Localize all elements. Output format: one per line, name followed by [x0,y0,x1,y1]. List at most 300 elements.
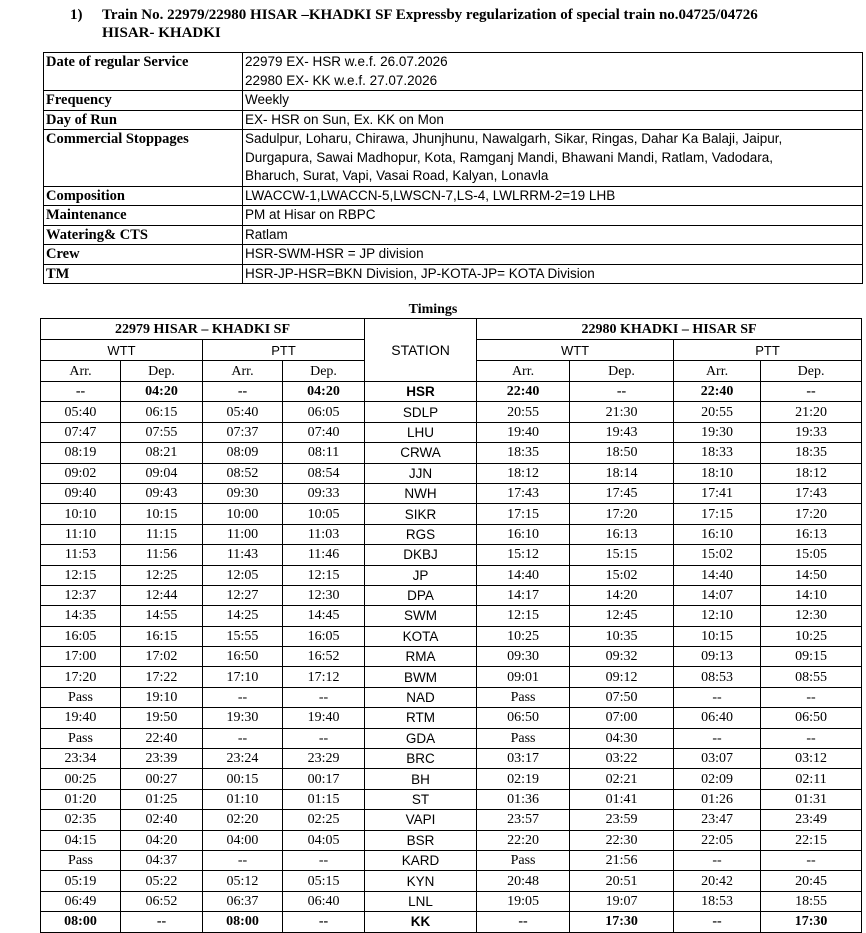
right-ptt-arr-cell: -- [674,687,761,707]
right-wtt-dep-cell: 18:14 [570,463,674,483]
info-value-line: PM at Hisar on RBPC [245,207,376,222]
left-wtt-header: WTT [41,340,203,361]
left-ptt-arr-cell: -- [203,728,283,748]
right-ptt-header: PTT [674,340,862,361]
left-ptt-dep-cell: 12:30 [283,585,365,605]
info-row [44,186,863,206]
timing-row [41,728,862,748]
right-ptt-arr-cell: 18:10 [674,463,761,483]
right-wtt-dep-cell: 02:21 [570,769,674,789]
left-ptt-dep-header: Dep. [283,361,365,382]
left-ptt-dep-cell: 06:05 [283,402,365,422]
right-wtt-arr-cell: 10:25 [477,626,570,646]
right-ptt-dep-cell: -- [761,382,862,402]
station-cell: BWM [365,667,477,687]
left-ptt-arr-cell: -- [203,382,283,402]
right-wtt-arr-cell: 09:01 [477,667,570,687]
timing-row [41,687,862,707]
station-cell: ST [365,789,477,809]
info-row [44,91,863,111]
right-ptt-arr-cell: 17:15 [674,504,761,524]
left-wtt-arr-cell: 19:40 [41,708,121,728]
left-wtt-dep-header: Dep. [121,361,203,382]
right-ptt-arr-cell: 15:02 [674,545,761,565]
info-value-line: Weekly [245,92,290,107]
timing-row [41,789,862,809]
timings-table [40,318,862,933]
right-wtt-arr-cell: 22:40 [477,382,570,402]
right-wtt-dep-cell: 18:50 [570,443,674,463]
left-wtt-dep-cell: 06:15 [121,402,203,422]
right-wtt-dep-cell: 12:45 [570,606,674,626]
right-ptt-arr-cell: 09:13 [674,647,761,667]
left-wtt-dep-cell: 19:10 [121,687,203,707]
right-wtt-dep-cell: 15:02 [570,565,674,585]
left-train-title: 22979 HISAR – KHADKI SF [41,319,365,340]
left-wtt-dep-cell: 11:15 [121,524,203,544]
right-ptt-dep-cell: 20:45 [761,871,862,891]
timing-row [41,545,862,565]
station-cell: NAD [365,687,477,707]
right-ptt-arr-cell: 18:53 [674,891,761,911]
right-wtt-arr-cell: 06:50 [477,708,570,728]
station-cell: KOTA [365,626,477,646]
timing-row [41,402,862,422]
right-wtt-dep-cell: 09:32 [570,647,674,667]
left-ptt-arr-cell: 16:50 [203,647,283,667]
right-ptt-dep-cell: 17:20 [761,504,862,524]
left-ptt-dep-cell: 02:25 [283,810,365,830]
timing-row [41,891,862,911]
timing-row [41,524,862,544]
left-ptt-dep-cell: 12:15 [283,565,365,585]
left-wtt-dep-cell: 05:22 [121,871,203,891]
left-wtt-arr-cell: Pass [41,728,121,748]
info-row [44,225,863,245]
right-wtt-arr-cell: 03:17 [477,749,570,769]
timing-row [41,708,862,728]
left-wtt-arr-cell: 23:34 [41,749,121,769]
right-train-title: 22980 KHADKI – HISAR SF [477,319,862,340]
timing-row [41,850,862,870]
timing-row [41,810,862,830]
left-wtt-dep-cell: 19:50 [121,708,203,728]
right-wtt-arr-cell: 16:10 [477,524,570,544]
right-ptt-arr-cell: 17:41 [674,483,761,503]
info-row [44,264,863,284]
info-value-line: Sadulpur, Loharu, Chirawa, Jhunjhunu, Nawalgarh, Sikar, Ringas, Dahar Ka Balaji, Jaipur, [245,131,783,146]
right-ptt-dep-cell: 01:31 [761,789,862,809]
left-ptt-dep-cell: 04:20 [283,382,365,402]
right-wtt-arr-header: Arr. [477,361,570,382]
left-ptt-dep-cell: 14:45 [283,606,365,626]
left-wtt-dep-cell: 02:40 [121,810,203,830]
info-value [243,225,863,245]
right-ptt-dep-cell: 17:30 [761,912,862,932]
info-key: Maintenance [44,206,243,226]
right-wtt-header: WTT [477,340,674,361]
right-ptt-dep-cell: 14:10 [761,585,862,605]
left-ptt-dep-cell: -- [283,728,365,748]
info-row [44,245,863,265]
right-wtt-dep-cell: 21:56 [570,850,674,870]
right-ptt-dep-cell: 14:50 [761,565,862,585]
right-ptt-dep-cell: 15:05 [761,545,862,565]
timing-row [41,422,862,442]
info-key: TM [44,264,243,284]
station-cell: LNL [365,891,477,911]
station-cell: BRC [365,749,477,769]
info-key: Date of regular Service [44,53,243,91]
right-wtt-dep-cell: 17:30 [570,912,674,932]
right-ptt-arr-cell: 14:40 [674,565,761,585]
timing-row [41,606,862,626]
left-ptt-arr-cell: 02:20 [203,810,283,830]
right-wtt-arr-cell: 19:05 [477,891,570,911]
right-wtt-arr-cell: 17:15 [477,504,570,524]
left-ptt-dep-cell: 08:54 [283,463,365,483]
info-row [44,53,863,91]
left-wtt-arr-cell: 11:10 [41,524,121,544]
left-wtt-arr-cell: 01:20 [41,789,121,809]
right-wtt-arr-cell: Pass [477,687,570,707]
right-ptt-arr-cell: 20:42 [674,871,761,891]
left-wtt-dep-cell: 06:52 [121,891,203,911]
left-wtt-arr-cell: 17:00 [41,647,121,667]
right-wtt-dep-cell: 19:07 [570,891,674,911]
right-wtt-arr-cell: 02:19 [477,769,570,789]
right-wtt-dep-cell: 23:59 [570,810,674,830]
timing-row [41,830,862,850]
left-ptt-arr-cell: 15:55 [203,626,283,646]
right-wtt-arr-cell: Pass [477,850,570,870]
left-ptt-arr-cell: 14:25 [203,606,283,626]
right-wtt-arr-cell: 23:57 [477,810,570,830]
right-ptt-dep-cell: 09:15 [761,647,862,667]
info-value-line: 22979 EX- HSR w.e.f. 26.07.2026 [245,54,448,69]
left-wtt-arr-cell: 12:37 [41,585,121,605]
info-value-line: Ratlam [245,226,288,242]
left-ptt-dep-cell: 11:03 [283,524,365,544]
right-ptt-dep-cell: -- [761,687,862,707]
right-ptt-dep-cell: 18:35 [761,443,862,463]
left-ptt-arr-cell: 12:27 [203,585,283,605]
right-wtt-arr-cell: 20:48 [477,871,570,891]
right-ptt-arr-cell: 20:55 [674,402,761,422]
info-value [243,91,863,111]
left-ptt-arr-cell: 08:52 [203,463,283,483]
info-value [243,110,863,130]
left-ptt-dep-cell: 07:40 [283,422,365,442]
left-wtt-arr-cell: 10:10 [41,504,121,524]
left-wtt-dep-cell: 08:21 [121,443,203,463]
left-ptt-arr-cell: 05:40 [203,402,283,422]
left-wtt-dep-cell: 14:55 [121,606,203,626]
right-ptt-arr-header: Arr. [674,361,761,382]
left-wtt-dep-cell: 00:27 [121,769,203,789]
right-wtt-dep-cell: 17:45 [570,483,674,503]
station-cell: LHU [365,422,477,442]
left-wtt-dep-cell: 12:44 [121,585,203,605]
left-wtt-dep-cell: 17:02 [121,647,203,667]
heading-title: Train No. 22979/22980 HISAR –KHADKI SF Expressby regularization of special train no.04725/04726 [102,7,758,23]
right-ptt-dep-cell: 19:33 [761,422,862,442]
left-ptt-header: PTT [203,340,365,361]
left-wtt-arr-header: Arr. [41,361,121,382]
left-ptt-dep-cell: 23:29 [283,749,365,769]
left-wtt-arr-cell: 08:00 [41,912,121,932]
left-ptt-arr-cell: -- [203,850,283,870]
info-value [243,245,863,265]
right-wtt-dep-cell: 07:00 [570,708,674,728]
left-ptt-arr-cell: 00:15 [203,769,283,789]
left-ptt-dep-cell: 08:11 [283,443,365,463]
document-heading [70,6,860,42]
station-cell: BSR [365,830,477,850]
right-ptt-dep-cell: 10:25 [761,626,862,646]
left-wtt-dep-cell: 22:40 [121,728,203,748]
left-ptt-arr-cell: 17:10 [203,667,283,687]
info-key: Commercial Stoppages [44,130,243,187]
heading-number: 1) [70,7,83,23]
info-value-line: LWACCW-1,LWACCN-5,LWSCN-7,LS-4, LWLRRM-2=19 LHB [245,187,616,203]
right-wtt-arr-cell: 17:43 [477,483,570,503]
right-wtt-dep-cell: 10:35 [570,626,674,646]
station-cell: SIKR [365,504,477,524]
left-ptt-arr-cell: 10:00 [203,504,283,524]
left-ptt-arr-cell: 06:37 [203,891,283,911]
info-row [44,130,863,187]
left-wtt-dep-cell: 09:04 [121,463,203,483]
info-key: Crew [44,245,243,265]
left-wtt-arr-cell: 02:35 [41,810,121,830]
left-ptt-dep-cell: 16:52 [283,647,365,667]
left-wtt-arr-cell: 12:15 [41,565,121,585]
left-ptt-arr-cell: 11:43 [203,545,283,565]
right-ptt-arr-cell: 18:33 [674,443,761,463]
station-cell: SWM [365,606,477,626]
info-key: Composition [44,186,243,206]
right-wtt-dep-cell: 09:12 [570,667,674,687]
right-ptt-dep-cell: 22:15 [761,830,862,850]
info-value [243,130,863,187]
left-wtt-dep-cell: 10:15 [121,504,203,524]
heading-line-2: HISAR- KHADKI [102,25,221,41]
heading-line-1 [70,6,860,24]
right-ptt-arr-cell: 14:07 [674,585,761,605]
left-ptt-dep-cell: 09:33 [283,483,365,503]
left-wtt-arr-cell: 16:05 [41,626,121,646]
right-wtt-arr-cell: 15:12 [477,545,570,565]
right-wtt-dep-cell: 07:50 [570,687,674,707]
right-ptt-arr-cell: -- [674,728,761,748]
right-wtt-dep-cell: 15:15 [570,545,674,565]
station-cell: CRWA [365,443,477,463]
left-ptt-dep-cell: 01:15 [283,789,365,809]
left-wtt-arr-cell: -- [41,382,121,402]
right-ptt-arr-cell: 16:10 [674,524,761,544]
right-wtt-dep-header: Dep. [570,361,674,382]
left-wtt-dep-cell: 23:39 [121,749,203,769]
station-cell: VAPI [365,810,477,830]
timing-row [41,667,862,687]
left-ptt-arr-cell: 19:30 [203,708,283,728]
right-wtt-dep-cell: 01:41 [570,789,674,809]
left-wtt-arr-cell: 07:47 [41,422,121,442]
left-ptt-arr-cell: 08:09 [203,443,283,463]
right-wtt-arr-cell: 14:40 [477,565,570,585]
info-value [243,186,863,206]
right-wtt-dep-cell: 20:51 [570,871,674,891]
left-wtt-dep-cell: 04:20 [121,382,203,402]
left-wtt-arr-cell: 14:35 [41,606,121,626]
timing-row [41,626,862,646]
left-wtt-arr-cell: 00:25 [41,769,121,789]
right-ptt-dep-cell: 02:11 [761,769,862,789]
right-wtt-dep-cell: 21:30 [570,402,674,422]
info-value-line: Durgapura, Sawai Madhopur, Kota, Ramganj Mandi, Bhawani Mandi, Ratlam, Vadodara, [245,149,774,165]
info-value-line: HSR-JP-HSR=BKN Division, JP-KOTA-JP= KOTA Division [245,265,595,281]
left-ptt-dep-cell: -- [283,912,365,932]
info-key: Watering& CTS [44,225,243,245]
info-value-line: Bharuch, Surat, Vapi, Vasai Road, Kalyan, Lonavla [245,168,549,183]
left-ptt-dep-cell: 10:05 [283,504,365,524]
right-ptt-dep-cell: 23:49 [761,810,862,830]
right-wtt-dep-cell: 04:30 [570,728,674,748]
station-cell: RMA [365,647,477,667]
info-key: Day of Run [44,110,243,130]
station-cell: NWH [365,483,477,503]
timing-row [41,749,862,769]
right-wtt-dep-cell: 03:22 [570,749,674,769]
right-ptt-arr-cell: -- [674,850,761,870]
station-cell: KYN [365,871,477,891]
timing-row [41,463,862,483]
station-cell: BH [365,769,477,789]
left-ptt-arr-cell: 01:10 [203,789,283,809]
right-ptt-arr-cell: 23:47 [674,810,761,830]
right-ptt-dep-cell: 12:30 [761,606,862,626]
info-value [243,206,863,226]
left-wtt-arr-cell: 06:49 [41,891,121,911]
info-value-line: 22980 EX- KK w.e.f. 27.07.2026 [245,72,438,88]
left-wtt-arr-cell: Pass [41,850,121,870]
right-wtt-arr-cell: 14:17 [477,585,570,605]
right-ptt-arr-cell: 10:15 [674,626,761,646]
left-ptt-arr-cell: -- [203,687,283,707]
right-wtt-arr-cell: -- [477,912,570,932]
station-cell: JP [365,565,477,585]
station-cell: DKBJ [365,545,477,565]
timings-title: Timings [408,302,458,317]
station-cell: KARD [365,850,477,870]
timing-row [41,504,862,524]
left-ptt-arr-cell: 04:00 [203,830,283,850]
left-wtt-dep-cell: 07:55 [121,422,203,442]
right-ptt-dep-cell: 21:20 [761,402,862,422]
left-ptt-dep-cell: 04:05 [283,830,365,850]
station-header: STATION [365,319,477,382]
right-wtt-dep-cell: -- [570,382,674,402]
left-ptt-dep-cell: 00:17 [283,769,365,789]
left-ptt-dep-cell: -- [283,850,365,870]
info-value [243,264,863,284]
left-ptt-arr-cell: 08:00 [203,912,283,932]
left-wtt-arr-cell: 08:19 [41,443,121,463]
right-ptt-arr-cell: 08:53 [674,667,761,687]
left-ptt-dep-cell: 11:46 [283,545,365,565]
info-value-line: HSR-SWM-HSR = JP division [245,246,424,261]
station-cell: SDLP [365,402,477,422]
info-row [44,110,863,130]
left-wtt-arr-cell: 09:02 [41,463,121,483]
left-wtt-arr-cell: 17:20 [41,667,121,687]
station-cell: GDA [365,728,477,748]
timing-row [41,382,862,402]
info-value-line: EX- HSR on Sun, Ex. KK on Mon [245,111,444,127]
left-ptt-arr-header: Arr. [203,361,283,382]
right-wtt-arr-cell: 18:35 [477,443,570,463]
right-ptt-arr-cell: 12:10 [674,606,761,626]
train-info-table [43,52,863,284]
right-wtt-arr-cell: 01:36 [477,789,570,809]
right-ptt-arr-cell: 02:09 [674,769,761,789]
left-wtt-arr-cell: 04:15 [41,830,121,850]
right-ptt-dep-cell: -- [761,850,862,870]
left-wtt-dep-cell: 09:43 [121,483,203,503]
right-ptt-dep-cell: 17:43 [761,483,862,503]
left-wtt-dep-cell: 17:22 [121,667,203,687]
station-cell: RTM [365,708,477,728]
right-ptt-dep-cell: -- [761,728,862,748]
left-wtt-arr-cell: Pass [41,687,121,707]
right-ptt-arr-cell: 19:30 [674,422,761,442]
right-ptt-dep-cell: 18:55 [761,891,862,911]
left-ptt-dep-cell: 05:15 [283,871,365,891]
right-ptt-arr-cell: 01:26 [674,789,761,809]
timing-row [41,443,862,463]
left-wtt-dep-cell: -- [121,912,203,932]
station-cell: RGS [365,524,477,544]
timing-row [41,483,862,503]
right-wtt-arr-cell: Pass [477,728,570,748]
left-ptt-arr-cell: 11:00 [203,524,283,544]
left-ptt-dep-cell: 06:40 [283,891,365,911]
timing-row [41,585,862,605]
left-wtt-arr-cell: 05:40 [41,402,121,422]
right-ptt-arr-cell: 03:07 [674,749,761,769]
right-ptt-dep-cell: 03:12 [761,749,862,769]
left-wtt-arr-cell: 11:53 [41,545,121,565]
left-wtt-dep-cell: 04:20 [121,830,203,850]
right-ptt-dep-cell: 16:13 [761,524,862,544]
left-ptt-dep-cell: 16:05 [283,626,365,646]
right-ptt-dep-cell: 18:12 [761,463,862,483]
right-wtt-arr-cell: 12:15 [477,606,570,626]
left-ptt-dep-cell: 17:12 [283,667,365,687]
left-ptt-arr-cell: 05:12 [203,871,283,891]
right-ptt-dep-cell: 06:50 [761,708,862,728]
right-wtt-arr-cell: 19:40 [477,422,570,442]
right-ptt-arr-cell: 06:40 [674,708,761,728]
right-wtt-arr-cell: 22:20 [477,830,570,850]
right-wtt-dep-cell: 19:43 [570,422,674,442]
right-wtt-dep-cell: 16:13 [570,524,674,544]
timing-row [41,769,862,789]
left-wtt-arr-cell: 09:40 [41,483,121,503]
left-wtt-dep-cell: 12:25 [121,565,203,585]
left-ptt-arr-cell: 12:05 [203,565,283,585]
